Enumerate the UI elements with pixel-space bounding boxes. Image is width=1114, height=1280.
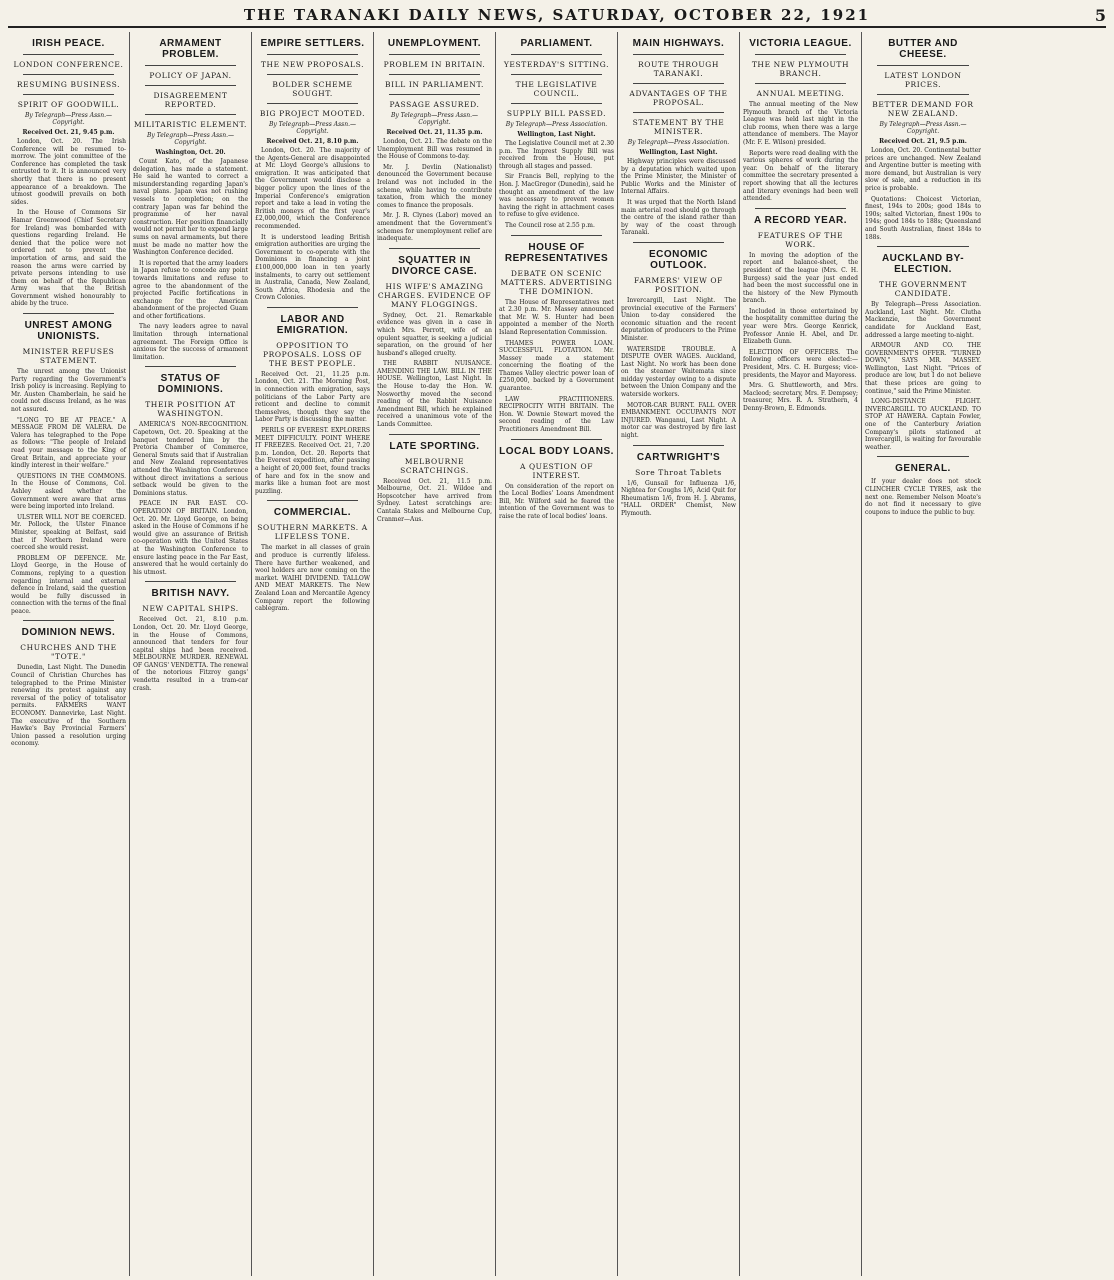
paragraph: London, Oct. 21. The debate on the Unemployment Bill was resumed in the House of Commons to-day.	[377, 138, 492, 161]
article-heading: MAIN HIGHWAYS.	[632, 38, 725, 49]
article-subheading: ADVANTAGES OF THE PROPOSAL.	[629, 89, 728, 107]
lower-subheading: SOUTHERN MARKETS. A LIFELESS TONE.	[257, 523, 368, 542]
article-heading: ARMAMENT PROBLEM.	[159, 38, 222, 60]
divider-rule	[389, 248, 480, 249]
paragraph: The annual meeting of the New Plymouth branch of the Victoria League was held last night in the club rooms, when there was a large attendance of members. The Mayor (Mr. F. E. Wilson) presided.	[743, 101, 858, 146]
article-heading: EMPIRE SETTLERS.	[260, 38, 365, 49]
dateline: By Telegraph—Press Assn.—Copyright.	[24, 112, 113, 126]
section-subheading: HIS WIFE'S AMAZING CHARGES. EVIDENCE OF MANY FLOGGINGS.	[377, 281, 492, 309]
divider-rule	[511, 74, 602, 75]
lower-body	[255, 544, 370, 612]
lower-subheading: Sore Throat Tablets	[635, 467, 722, 477]
received-line: Received Oct. 21, 9.5 p.m.	[879, 138, 967, 145]
paragraph: Highway principles were discussed by a deputation which waited upon the Prime Minister, the Minister of Public Works and the Minister of Internal Affairs.	[621, 158, 736, 196]
divider-rule	[633, 242, 724, 243]
divider-rule	[267, 307, 358, 308]
divider-rule	[755, 83, 846, 84]
article-heading: VICTORIA LEAGUE.	[749, 38, 852, 49]
paragraph: THAMES POWER LOAN. SUCCESSFUL FLOTATION. Mr. Massey made a statement concerning the floating of the Thames Valley electric power loan of £250,000, backed by a Government guarantee.	[499, 339, 614, 393]
article-body	[255, 147, 370, 302]
article-subheading: STATEMENT BY THE MINISTER.	[632, 118, 725, 136]
article-heading: PARLIAMENT.	[520, 38, 593, 49]
divider-rule	[23, 74, 114, 75]
paragraph: Invercargill, Last Night. The provincial executive of the Farmers' Union to-day considered the economic situation and the recent deputation of producers to the Prime Minister.	[621, 296, 736, 342]
divider-rule	[511, 235, 602, 236]
divider-rule	[877, 456, 969, 457]
section-body	[377, 312, 492, 429]
masthead-title: THE TARANAKI DAILY NEWS, SATURDAY, OCTOBER 22, 1921	[243, 6, 871, 24]
divider-rule	[511, 54, 602, 55]
paragraph: THE RABBIT NUISANCE. AMENDING THE LAW. BILL IN THE HOUSE. Wellington, Last Night. In the House to-day the Hon. W. Nosworthy moved the second reading of the Rabbit Nuisance Amendment Bill, which he explained received a unanimous vote of the Lands Committee.	[377, 360, 492, 429]
article-subheading: THE LEGISLATIVE COUNCIL.	[515, 80, 598, 98]
lower-body	[621, 480, 736, 518]
divider-rule	[23, 620, 114, 621]
article-body	[621, 158, 736, 237]
paragraph: By Telegraph—Press Association. Auckland, Last Night. Mr. Clutha Mackenzie, the Government candidate for Auckland East, addressed a large meeting to-night.	[865, 301, 981, 339]
article-body	[377, 138, 492, 243]
paragraph: London, Oct. 20. The majority of the Agents-General are disappointed at Mr. Lloyd George's allusions to emigration. It was anticipated that the Government would disclose a bigger policy upon the lines of the Imperial Conference's emigration report and take a lead in voting the British moneys of the first year's £2,000,000, which the Conference recommended.	[255, 147, 370, 230]
divider-rule	[633, 112, 724, 113]
article-subheading: LONDON CONFERENCE.	[13, 60, 124, 69]
paragraph: It was urged that the North Island main arterial road should go through the centre of the island rather than by way of the coast through Taranaki.	[621, 198, 736, 237]
divider-rule	[877, 65, 969, 66]
article-subheading: POLICY OF JAPAN.	[149, 71, 232, 80]
article-body	[133, 158, 248, 361]
received-line: Wellington, Last Night.	[517, 131, 596, 138]
paragraph: Sydney, Oct. 21. Remarkable evidence was given in a case in which Mrs. Perrott, wife of an opulent squatter, is seeking a judicial separation, on the ground of her husband's alleged cruelty.	[377, 311, 492, 357]
divider-rule	[145, 114, 236, 115]
article-column	[496, 32, 618, 1276]
section-body	[11, 368, 126, 615]
divider-rule	[389, 54, 480, 55]
paragraph: The unrest among the Unionist Party regarding the Government's Irish policy is increasing. Replying to Mr. Austen Chamberlain, he said he could not discuss Ireland, as he was not assured.	[11, 368, 126, 414]
paragraph: LONG-DISTANCE FLIGHT. INVERCARGILL TO AUCKLAND. TO STOP AT HAWERA. Captain Fowler, one of the Canterbury Aviation Company's pilots stationed at Invercargill, is waiting for favourable weather.	[865, 398, 981, 451]
divider-rule	[877, 94, 969, 95]
columns-container	[8, 32, 1106, 1276]
article-column	[740, 32, 862, 1276]
article-subheading: THE NEW PLYMOUTH BRANCH.	[751, 60, 850, 78]
section-heading: HOUSE OF REPRESENTATIVES	[504, 241, 609, 264]
received-line: Received Oct. 21, 11.35 p.m.	[386, 129, 483, 136]
lower-body	[499, 483, 614, 521]
article-subheading: THE NEW PROPOSALS.	[260, 60, 365, 69]
received-line: Received Oct. 21, 8.10 p.m.	[266, 138, 359, 145]
lower-heading: COMMERCIAL.	[273, 507, 352, 519]
lower-body	[743, 382, 858, 412]
lower-subheading: A QUESTION OF INTEREST.	[519, 461, 594, 480]
article-subheading: DISAGREEMENT REPORTED.	[153, 91, 228, 109]
divider-rule	[633, 83, 724, 84]
divider-rule	[267, 54, 358, 55]
article-subheading: BOLDER SCHEME SOUGHT.	[272, 80, 353, 98]
article-subheading: LATEST LONDON PRICES.	[884, 71, 962, 89]
paragraph: In moving the adoption of the report and balance-sheet, the president of the league (Mrs. C. H. Burgess) said the year just ended had been the most successful one in the history of the New Plymouth branch.	[743, 251, 858, 305]
article-heading: BUTTER AND CHEESE.	[888, 38, 958, 60]
section-subheading: MINISTER REFUSES STATEMENT.	[22, 347, 115, 366]
lower-heading: CARTWRIGHT'S	[636, 451, 721, 463]
paragraph: Quotations: Choicest Victorian, finest, 194s to 200s; good 184s to 190s; salted Victorian, finest 190s to 194s; good 184s to 188s; Queensland and South Australian, finest 184s to 188s.	[865, 195, 981, 241]
article-body	[11, 138, 126, 308]
article-column	[130, 32, 252, 1276]
article-subheading: SPIRIT OF GOODWILL.	[17, 100, 120, 109]
paragraph: It is understood leading British emigration authorities are urging the Government to co-operate with the Dominions in financing a joint £100,000,000 loan in ten yearly instalments, to carry out settlement in Australia, Canada, New Zealand, South Africa, Rhodesia and the Crown Colonies.	[255, 233, 370, 302]
article-subheading: ANNUAL MEETING.	[756, 89, 845, 98]
divider-rule	[389, 434, 480, 435]
article-column	[374, 32, 496, 1276]
paragraph: The navy leaders agree to naval limitation through international agreement. The Foreign Office is anxious for the success of armament limitation.	[133, 323, 248, 361]
article-subheading: BETTER DEMAND FOR NEW ZEALAND.	[872, 100, 974, 118]
paragraph: AMERICA'S NON-RECOGNITION. Capetown, Oct. 20. Speaking at the banquet tendered him by the Pretoria Chamber of Commerce, General Smuts said that if Australian and New Zealand representatives attended the Washington Conference without direct invitations a serious setback would be given to the Dominions status.	[133, 421, 248, 497]
paragraph: MOTOR-CAR BURNT. FALL OVER EMBANKMENT. OCCUPANTS NOT INJURED. Wanganui, Last Night. A motor car was destroyed by fire last night.	[621, 401, 736, 440]
dateline: By Telegraph—Press Assn.—Copyright.	[390, 112, 479, 126]
page-number: 5	[1094, 5, 1106, 25]
section-subheading: FEATURES OF THE WORK.	[757, 230, 844, 249]
dateline: By Telegraph—Press Assn.—Copyright.	[268, 121, 357, 135]
article-subheading: SUPPLY BILL PASSED.	[506, 109, 607, 118]
section-heading: LABOR AND EMIGRATION.	[276, 313, 349, 336]
paragraph: On consideration of the report on the Local Bodies' Loans Amendment Bill, Mr. Wilford said he feared the intention of the Government was to raise the rate of local bodies' loans.	[499, 482, 614, 520]
lower-heading: LOCAL BODY LOANS.	[499, 445, 614, 457]
lower-subheading: NEW CAPITAL SHIPS.	[142, 604, 239, 614]
divider-rule	[755, 54, 846, 55]
article-subheading: PASSAGE ASSURED.	[389, 100, 480, 109]
section-body	[865, 301, 981, 451]
article-column	[862, 32, 984, 1276]
section-heading: UNREST AMONG UNIONISTS.	[24, 320, 113, 343]
paragraph: PERILS OF EVEREST. EXPLORERS MEET DIFFICULTY. POINT WHERE IT FREEZES. Received Oct. 21, 7.20 p.m. London, Oct. 20. Reports that the Everest expedition, after passing a height of 20,000 feet, found tracks of hare and fox in the snow and marks like a human foot are most puzzling.	[255, 427, 370, 495]
divider-rule	[267, 103, 358, 104]
paragraph: Reports were read dealing with the various spheres of work during the year. On behalf of the literary committee the secretary presented a report showing that all the lectures and literary evenings had been well attended.	[743, 149, 858, 203]
paragraph: The House of Representatives met at 2.30 p.m. Mr. Massey announced that Mr. W. S. Hunter had been appointed a member of the North Island Representation Commission.	[499, 298, 614, 336]
article-subheading: RESUMING BUSINESS.	[16, 80, 121, 89]
divider-rule	[267, 500, 358, 501]
divider-rule	[145, 65, 236, 66]
divider-rule	[511, 439, 602, 440]
section-subheading: THE GOVERNMENT CANDIDATE.	[879, 280, 967, 299]
paragraph: Received Oct. 21, 11.25 p.m. London, Oct. 21. The Morning Post, in connection with emigration, says politicians of the Labor Party are reticent and decline to commit themselves, though they say the Labor Party is discussing the matter.	[255, 370, 370, 424]
lower-heading: LATE SPORTING.	[389, 440, 480, 452]
lower-body	[865, 478, 981, 516]
paragraph: 1/6, Gunsail for Influenza 1/6, Nightea for Coughs 1/6, Acid Quit for Rheumatism 1/6, from H. J. Abrams, "HALL ORDER" Chemist, New Plymouth.	[621, 479, 736, 517]
dateline: By Telegraph—Press Association.	[627, 139, 730, 146]
dateline: By Telegraph—Press Assn.—Copyright.	[146, 132, 235, 146]
divider-rule	[267, 74, 358, 75]
paragraph: PEACE IN FAR EAST. CO-OPERATION OF BRITAIN. London, Oct. 20. Mr. Lloyd George, on being asked in the House of Commons if he would give an assurance of British co-operation with the United States at the Washington Conference to ensure lasting peace in the Far East, answered that he would certainly do his utmost.	[133, 500, 248, 576]
section-body	[621, 297, 736, 440]
lower-subheading: MELBOURNE SCRATCHINGS.	[400, 456, 469, 475]
paragraph: If your dealer does not stock CLINCHER CYCLE TYRES, ask the next one. Remember Nelson Moate's do not find it necessary to give coupons to induce the public to buy.	[865, 478, 981, 516]
divider-rule	[145, 85, 236, 86]
dateline: By Telegraph—Press Association.	[505, 121, 608, 128]
paragraph: ULSTER WILL NOT BE COERCED. Mr. Pollock, the Ulster Finance Minister, speaking at Belfast, said that if Northern Ireland were coerced she would resist.	[11, 513, 126, 552]
article-subheading: BILL IN PARLIAMENT.	[385, 80, 484, 89]
paragraph: Received Oct. 21, 8.10 p.m. London, Oct. 20. Mr. Lloyd George, in the House of Commons, announced that tenders for four capital ships had been received. MELBOURNE MURDER. RENEWAL OF GANGS' VENDETTA. The renewal of the notorious Fitzroy gangs' vendetta resulted in a tram-car crash.	[133, 616, 248, 692]
article-body	[499, 140, 614, 230]
article-heading: UNEMPLOYMENT.	[387, 38, 482, 49]
lower-body	[133, 616, 248, 692]
paragraph: In the House of Commons Sir Hamar Greenwood (Chief Secretary for Ireland) was bombarded with questions regarding Ireland. He denied that the police were not ordered not to prevent the importation of arms, and said the reason the arms were carried by private persons intending to use them on behalf of the Republican Army was that the British Government wished honourably to abide by the truce.	[11, 209, 126, 308]
paragraph: Mr. J. R. Clynes (Labor) moved an amendment that the Government's schemes for unemployment relief are inadequate.	[377, 212, 492, 243]
divider-rule	[145, 366, 236, 367]
paragraph: Mrs. G. Shuttleworth, and Mrs. Macleod; secretary, Mrs. F. Dempsey; treasurer, Mrs. R. A. Strathern, 4 Denny-Brown, E. Edmonds.	[743, 382, 858, 412]
article-column	[618, 32, 740, 1276]
section-subheading: OPPOSITION TO PROPOSALS. LOSS OF THE BEST PEOPLE.	[262, 340, 363, 368]
section-body	[255, 371, 370, 496]
lower-body	[377, 478, 492, 524]
received-line: Received Oct. 21, 9.45 p.m.	[22, 129, 115, 136]
divider-rule	[389, 74, 480, 75]
paragraph: London, Oct. 20. Continental butter prices are unchanged. New Zealand and Argentine butter is meeting with more demand, but Australian is very slow of sale, and a reduction in its price is probable.	[865, 147, 981, 192]
section-body	[133, 421, 248, 576]
section-heading: STATUS OF DOMINIONS.	[157, 373, 224, 396]
article-subheading: PROBLEM IN BRITAIN.	[383, 60, 486, 69]
paragraph: The Council rose at 2.55 p.m.	[505, 221, 595, 229]
article-subheading: MILITARISTIC ELEMENT.	[134, 120, 247, 129]
divider-rule	[23, 313, 114, 314]
paragraph: QUESTIONS IN THE COMMONS. In the House of Commons, Col. Ashley asked whether the Government were aware that arms were being imported into Ireland.	[11, 472, 126, 511]
divider-rule	[145, 581, 236, 582]
paragraph: Received Oct. 21, 11.5 p.m. Melbourne, Oct. 21. Wildoe and Hopscotcher have arrived from Sydney. Latest scratchings are: Cantala Stakes and Melbourne Cup, Cranmer—Aus.	[377, 477, 492, 523]
section-heading: AUCKLAND BY-ELECTION.	[881, 253, 965, 276]
paragraph: PROBLEM OF DEFENCE. Mr. Lloyd George, in the House of Commons, replying to a question regarding internal and external defence in Ireland, said the question would be fully discussed in connection with the terms of the final peace.	[11, 554, 126, 615]
section-heading: ECONOMIC OUTLOOK.	[649, 248, 708, 271]
paragraph: London, Oct. 20. The Irish Conference will be resumed to-morrow. The joint committee of the Conference has completed the task entrusted to it. It is announced very shortly that there is no present appearance of a breakdown. The utmost goodwill prevails on both sides.	[11, 138, 126, 206]
article-column	[252, 32, 374, 1276]
divider-rule	[23, 54, 114, 55]
divider-rule	[877, 246, 969, 247]
section-subheading: THEIR POSITION AT WASHINGTON.	[145, 400, 236, 419]
article-subheading: ROUTE THROUGH TARANAKI.	[638, 60, 719, 78]
divider-rule	[755, 208, 846, 209]
section-heading: A RECORD YEAR.	[753, 214, 848, 226]
dateline: By Telegraph—Press Assn.—Copyright.	[879, 121, 967, 135]
paragraph: ELECTION OF OFFICERS. The following officers were elected:—President, Mrs. C. H. Burgess; vice-presidents, the Mayor and Mayoress.	[743, 348, 858, 379]
lower-heading: BRITISH NAVY.	[151, 588, 230, 600]
paragraph: WATERSIDE TROUBLE. A DISPUTE OVER WAGES. Auckland, Last Night. No work has been done on the steamer Waitemata since midday yesterday owing to a dispute between the Union Company and the waterside workers.	[621, 345, 736, 399]
paragraph: The market in all classes of grain and produce is currently lifeless. There have further weakened, and wool holders are now coming on the market. WAIHI DIVIDEND. TALLOW AND MEAT MARKETS. The New Zealand Loan and Mercantile Agency Company report the following cablegram.	[255, 544, 370, 613]
paragraph: ARMOUR AND CO. THE GOVERNMENT'S OFFER. "TURNED DOWN," SAYS MR. MASSEY. Wellington, Last Night. "Prices of produce are low, but I do not believe that these prices are going to continue," said the Prime Minister.	[865, 342, 981, 395]
article-heading: IRISH PEACE.	[32, 38, 105, 49]
lower-body	[11, 664, 126, 748]
paragraph: "LONG TO BE AT PEACE." A MESSAGE FROM DE VALERA. De Valera has telegraphed to the Pope as follows: "The people of Ireland read your message to the King of Great Britain, and appreciate your kindly interest in their welfare."	[11, 416, 126, 470]
lower-heading: GENERAL.	[895, 463, 951, 475]
divider-rule	[633, 54, 724, 55]
divider-rule	[23, 94, 114, 95]
paragraph: It is reported that the army leaders in Japan refuse to concede any point towards limitations and refuse to agree to the abandonment of the projected Pacific fortifications in exchange for the American abandonment of the projected Guam and other fortifications.	[133, 259, 248, 320]
divider-rule	[389, 94, 480, 95]
paragraph: Included in those entertained by the hospitality committee during the year were Mrs. George Kenrick, Professor Annie H. Abel, and Dr. Elizabeth Gunn.	[743, 307, 858, 346]
lower-heading: DOMINION NEWS.	[21, 627, 116, 639]
masthead	[8, 4, 1106, 28]
article-body	[743, 101, 858, 203]
article-subheading: BIG PROJECT MOOTED.	[259, 109, 366, 118]
paragraph: The Legislative Council met at 2.30 p.m. The Imprest Supply Bill was received from the House, put through all stages and passed.	[499, 140, 614, 170]
article-body	[865, 147, 981, 241]
lower-subheading: CHURCHES AND THE "TOTE."	[20, 643, 117, 662]
article-column	[8, 32, 130, 1276]
paragraph: LAW PRACTITIONERS. RECIPROCITY WITH BRITAIN. The Hon. W. Downie Stewart moved the second reading of the Law Practitioners Amendment Bill.	[499, 395, 614, 434]
section-subheading: FARMERS' VIEW OF POSITION.	[634, 275, 723, 294]
paragraph: Sir Francis Bell, replying to the Hon. J. MacGregor (Dunedin), said he thought an amendment of the law was necessary to prevent women having the right in attachment cases to refuse to give evidence.	[499, 173, 614, 219]
divider-rule	[633, 445, 724, 446]
section-body	[743, 252, 858, 380]
article-subheading: YESTERDAY'S SITTING.	[503, 60, 610, 69]
paragraph: Dunedin, Last Night. The Dunedin Council of Christian Churches has telegraphed to the Prime Minister renewing its protest against any reversal of the policy of totalisator permits. FARMERS WANT ECONOMY. Dannevirke, Last Night. The executive of the Southern Hawke's Bay Provincial Farmers' Union passed a resolution urging economy.	[11, 664, 126, 748]
received-line: Washington, Oct. 20.	[155, 149, 226, 156]
paragraph: Count Kato, of the Japanese delegation, has made a statement. He said he wanted to correct a misunderstanding regarding Japan's naval plans. Japan was not rushing vessels to completion; on the contrary Japan was far behind the programme of her naval construction. Her position financially would not permit her to expend large sums on naval armaments, but there must be made no matter how the Washington Conference decided.	[133, 158, 248, 257]
section-subheading: DEBATE ON SCENIC MATTERS. ADVERTISING THE DOMINION.	[500, 268, 613, 296]
received-line: Wellington, Last Night.	[639, 149, 718, 156]
section-heading: SQUATTER IN DIVORCE CASE.	[391, 254, 478, 277]
paragraph: Mr. J. Devlin (Nationalist) denounced the Government because Ireland was not included in the scheme, while having to contribute taxation, from which the money comes to finance the proposals.	[377, 163, 492, 209]
divider-rule	[511, 103, 602, 104]
section-body	[499, 299, 614, 434]
